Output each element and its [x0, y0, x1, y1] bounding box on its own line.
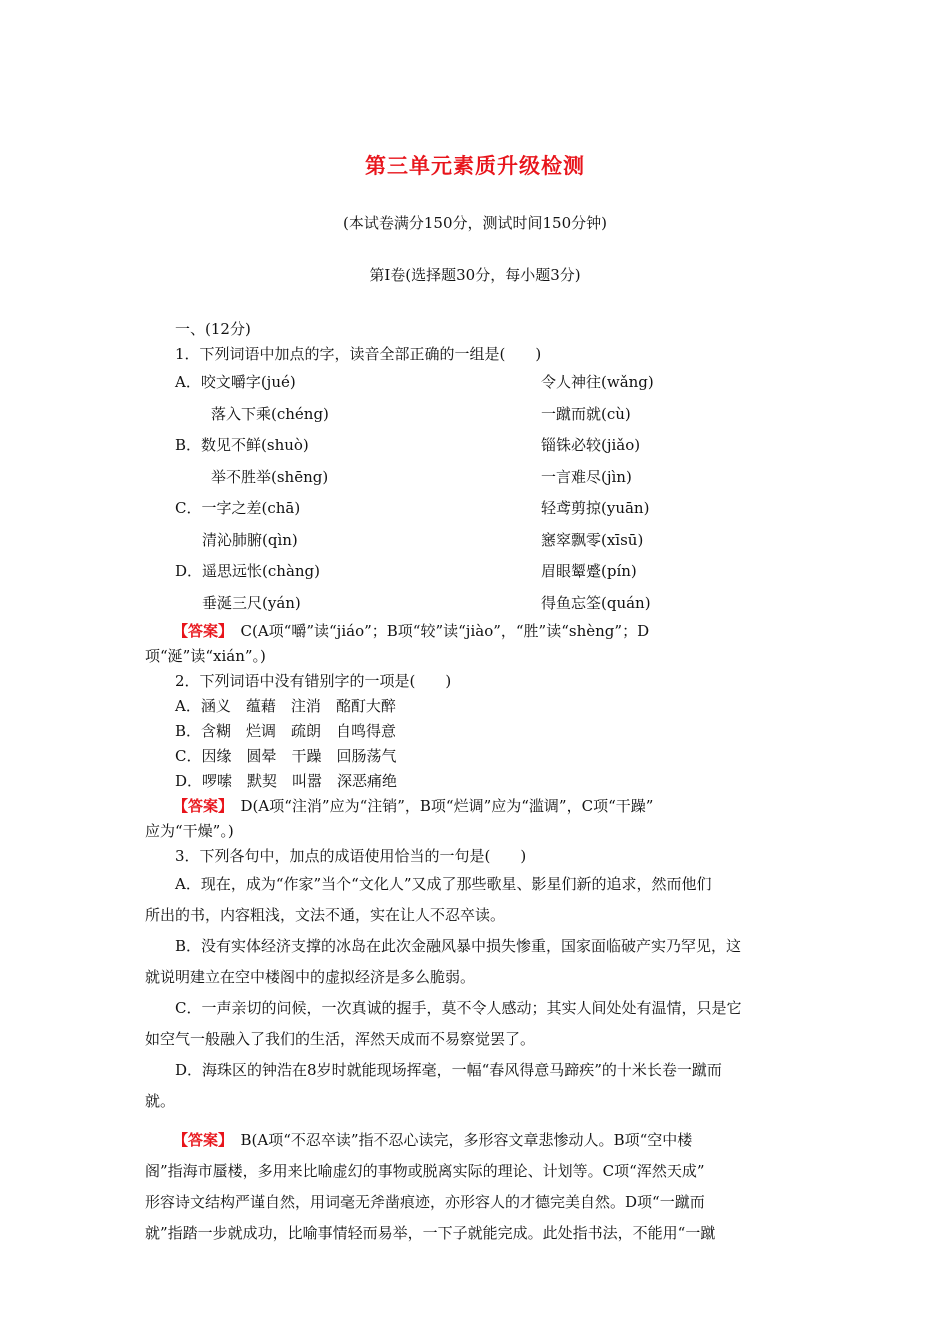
q3-answer-cont-1: 阁”指海市蜃楼，多用来比喻虚幻的事物或脱离实际的理论、计划等。C项“浑然天成”	[145, 1162, 705, 1180]
q2-stem: 2．下列词语中没有错别字的一项是( )	[175, 672, 452, 690]
q1-a-term3: 落入下乘(chéng)	[211, 404, 329, 423]
q3-option-b: B．没有实体经济支撑的冰岛在此次金融风暴中损失惨重，国家面临破产实乃罕见，这	[175, 937, 742, 955]
q2-answer-text: D(A项“注消”应为“注销”，B项“烂调”应为“滥调”，C项“干躁”	[225, 797, 654, 815]
q1-option-a-row1	[175, 367, 811, 399]
page-title: 第三单元素质升级检测	[365, 153, 585, 178]
part-header: 一、(12分)	[175, 320, 251, 338]
q1-b-term2: 锱铢必较(jiǎo)	[541, 436, 641, 454]
q1-a-term4: 一蹴而就(cù)	[541, 404, 631, 423]
q1-b-term1: B．数见不鲜(shuò)	[175, 436, 309, 454]
q1-a-term1: A．咬文嚼字(jué)	[175, 373, 296, 391]
q1-stem: 1．下列词语中加点的字，读音全部正确的一组是( )	[175, 345, 542, 363]
q1-answer-cont: 项“涎”读“xián”。)	[145, 647, 266, 665]
q3-stem: 3．下列各句中，加点的成语使用恰当的一句是( )	[175, 847, 527, 865]
q3-answer-cont-3: 就”指踏一步就成功，比喻事情轻而易举，一下子就能完成。此处指书法，不能用“一蹴	[145, 1224, 716, 1242]
q1-c-term1: C．一字之差(chā)	[175, 499, 301, 517]
q3-option-c-cont: 如空气一般融入了我们的生活，浑然天成而不易察觉罢了。	[145, 1030, 536, 1048]
answer-label: 【答案】	[173, 797, 226, 815]
section-title: 第Ⅰ卷(选择题30分，每小题3分)	[369, 266, 581, 284]
q3-answer	[145, 1125, 811, 1156]
q3-option-d: D．海珠区的钟浩在8岁时就能现场挥毫，一幅“春风得意马蹄疾”的十米长卷一蹴而	[175, 1061, 722, 1079]
q3-option-a: A．现在，成为“作家”当个“文化人”又成了那些歌星、影星们新的追求，然而他们	[175, 875, 712, 893]
q1-b-term4: 一言难尽(jìn)	[541, 467, 632, 486]
q1-options	[145, 367, 811, 619]
q3-option-c: C．一声亲切的问候，一次真诚的握手，莫不令人感动；其实人间处处有温情，只是它	[175, 999, 742, 1017]
q3-option-d-cont: 就。	[145, 1092, 176, 1110]
q2-option-a: A．涵义 蕴藉 注消 酩酊大醉	[175, 697, 396, 715]
q1-a-term2: 令人神往(wǎng)	[541, 373, 654, 391]
q1-option-d-row2	[175, 588, 811, 620]
q1-d-term3: 垂涎三尺(yán)	[202, 593, 301, 612]
q3-answer-text: B(A项“不忍卒读”指不忍心读完，多形容文章悲惨动人。B项“空中楼	[225, 1131, 693, 1149]
q1-b-term3: 举不胜举(shēng)	[211, 467, 329, 486]
q3-answer-cont-2: 形容诗文结构严谨自然，用词毫无斧凿痕迹，亦形容人的才德完美自然。D项“一蹴而	[145, 1193, 705, 1211]
q2-option-d: D．啰嗦 默契 叫嚣 深恶痛绝	[175, 772, 398, 790]
answer-label: 【答案】	[173, 1131, 226, 1149]
q1-answer-text: C(A项“嚼”读“jiáo”；B项“较”读“jiào”，“胜”读“shèng”；D	[225, 622, 650, 640]
q1-c-term3: 清沁肺腑(qìn)	[202, 530, 298, 549]
q1-d-term1: D．遥思远怅(chàng)	[175, 562, 320, 580]
question-content	[145, 317, 811, 1249]
q2-option-b: B．含糊 烂调 疏朗 自鸣得意	[175, 722, 397, 740]
q2-answer-cont: 应为“干燥”。)	[145, 822, 234, 840]
q1-c-term2: 轻鸢剪掠(yuān)	[541, 499, 650, 517]
q1-option-c-row2	[175, 525, 811, 557]
answer-label: 【答案】	[173, 622, 226, 640]
q1-option-c-row1	[175, 493, 811, 525]
q1-answer	[145, 619, 811, 644]
q1-option-b-row2	[175, 462, 811, 494]
q2-option-c: C．因缘 圆晕 干躁 回肠荡气	[175, 747, 397, 765]
q1-option-b-row1	[175, 430, 811, 462]
q3-option-a-cont: 所出的书，内容粗浅，文法不通，实在让人不忍卒读。	[145, 906, 506, 924]
exam-info: (本试卷满分150分，测试时间150分钟)	[343, 214, 607, 232]
q1-d-term2: 眉眼颦蹙(pín)	[541, 562, 637, 580]
q1-option-a-row2	[175, 399, 811, 431]
q1-d-term4: 得鱼忘筌(quán)	[541, 593, 651, 612]
q1-c-term4: 窸窣飘零(xīsū)	[541, 530, 644, 549]
q1-option-d-row1	[175, 556, 811, 588]
q3-option-b-cont: 就说明建立在空中楼阁中的虚拟经济是多么脆弱。	[145, 968, 476, 986]
q2-answer	[145, 794, 811, 819]
